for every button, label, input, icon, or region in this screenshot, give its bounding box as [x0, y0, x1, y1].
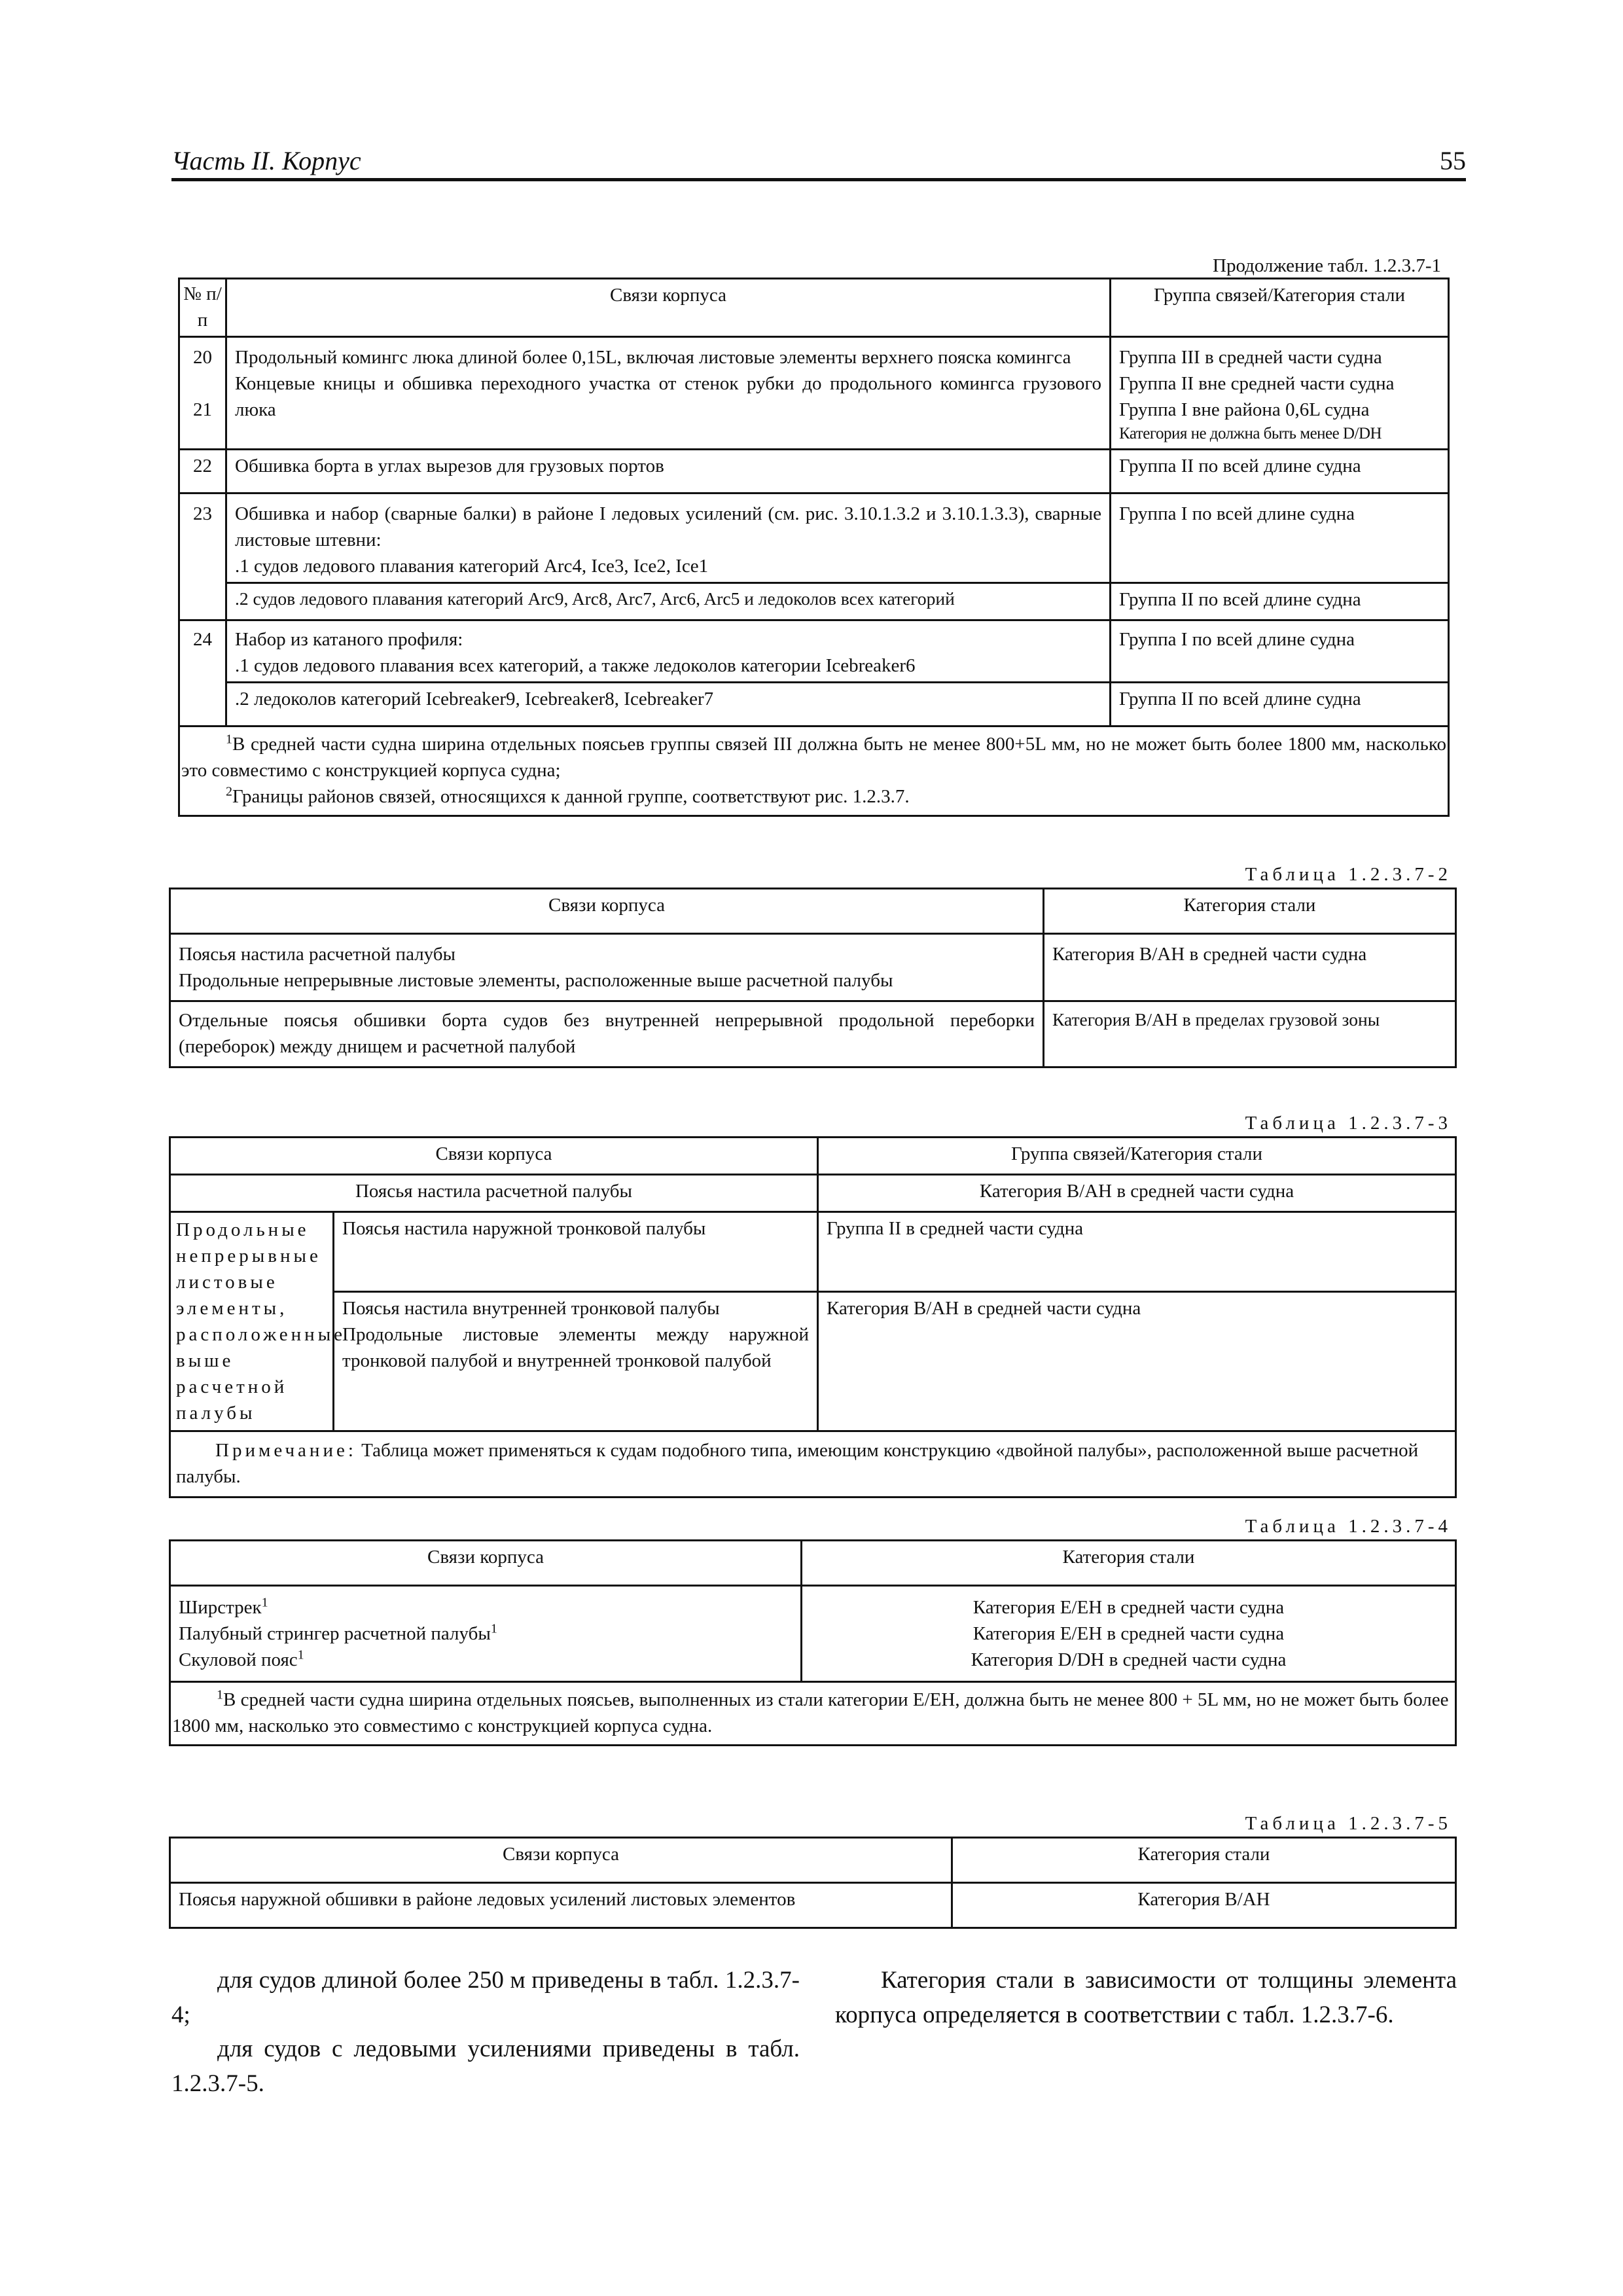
table-row [170, 1291, 1456, 1431]
table-row [179, 620, 1449, 682]
footnote-text: В средней части судна ширина отдельных поясьев, выполненных из стали категории E/EH, должна быть не менее 800 + 5L мм, но не может быть более 1800 мм, насколько это совместимо с конструкцией корпуса судна. [172, 1689, 1449, 1737]
body-paragraph: для судов длиной более 250 м приведены в табл. 1.2.3.7-4; [171, 1967, 800, 2028]
note-text: Таблица может применяться к судам подобного типа, имеющим конструкцию «двойной палубы», расположенной выше расчетной палубы. [176, 1440, 1419, 1488]
table-1-caption: Продолжение табл. 1.2.3.7-1 [1213, 255, 1441, 276]
table-2-header-links: Связи корпуса [170, 889, 1044, 934]
page-number: 55 [1440, 146, 1466, 175]
table-5-row-category: Категория B/AH [952, 1883, 1456, 1928]
row-number: 23 [179, 493, 226, 620]
table-4 [169, 1539, 1457, 1746]
table-1 [178, 278, 1450, 817]
table-row [170, 1001, 1456, 1067]
footnote-marker: 1 [217, 1687, 223, 1702]
body-paragraph: для судов с ледовыми усилениями приведены в табл. 1.2.3.7-5. [171, 2036, 800, 2097]
table-row [170, 1586, 1456, 1682]
table-5-header-category: Категория стали [952, 1838, 1456, 1883]
table-2-caption: Таблица 1.2.3.7-2 [1245, 864, 1452, 885]
table-2-row-2-category: Категория B/AH в пределах грузовой зоны [1044, 1001, 1456, 1067]
table-row [179, 583, 1449, 620]
table-4-header-category: Категория стали [802, 1541, 1456, 1586]
note-label: Примечание: [215, 1440, 357, 1462]
table-row [170, 1883, 1456, 1928]
desc-line: Продольные непрерывные листовые элементы, расположенные выше расчетной палубы [179, 970, 893, 992]
table-3-row-1-desc: Поясья настила расчетной палубы [170, 1175, 818, 1212]
table-1-footnotes [179, 726, 1449, 816]
table-1-header-row [179, 279, 1449, 337]
footnote-marker: 1 [297, 1647, 304, 1662]
table-1-row-20-21-desc [226, 337, 1111, 450]
table-3-row-1-category: Категория B/AH в средней части судна [818, 1175, 1456, 1212]
table-2-row-1-category: Категория B/AH в средней части судна [1044, 934, 1456, 1001]
row-23-group-1: Группа I по всей длине судна [1111, 493, 1449, 583]
header-rule [171, 178, 1466, 181]
list-item: Палубный стрингер расчетной палубы [179, 1623, 491, 1645]
table-1-header-num: № п/п [179, 279, 226, 337]
table-4-header-links: Связи корпуса [170, 1541, 802, 1586]
footnote-marker: 1 [490, 1621, 497, 1636]
table-3-header-group: Группа связей/Категория стали [818, 1138, 1456, 1175]
table-5-row-desc: Поясья наружной обшивки в районе ледовых усилений листовых элементов [170, 1883, 952, 1928]
table-row [170, 1212, 1456, 1292]
desc-line: Поясья настила внутренней тронковой палубы [342, 1297, 720, 1319]
group-line: Группа III в средней части судна [1119, 347, 1382, 368]
row-23-group-2: Группа II по всей длине судна [1111, 583, 1449, 620]
row-21-description: Концевые кницы и обшивка переходного участка от стенок рубки до продольного комингса грузового люка [235, 373, 1101, 421]
table-row [179, 682, 1449, 726]
table-5-caption: Таблица 1.2.3.7-5 [1245, 1813, 1452, 1834]
table-5 [169, 1837, 1457, 1929]
row-23-sub-2: .2 судов ледового плавания категорий Arc9, Arc8, Arc7, Arc6, Arc5 и ледоколов всех категорий [226, 583, 1111, 620]
row-22-description: Обшивка борта в углах вырезов для грузовых портов [226, 449, 1111, 493]
table-3-row-2-category: Группа II в средней части судна [818, 1212, 1456, 1292]
row-24-sub-1: .1 судов ледового плавания всех категорий, а также ледоколов категории Icebreaker6 [235, 655, 916, 676]
row-20-description: Продольный комингс люка длиной более 0,15L, включая листовые элементы верхнего пояска комингса [235, 347, 1071, 368]
table-3-caption: Таблица 1.2.3.7-3 [1245, 1113, 1452, 1134]
category-line: Категория E/EH в средней части судна [972, 1623, 1285, 1645]
table-1-header-links: Связи корпуса [226, 279, 1111, 337]
list-item: Скуловой пояс [179, 1649, 298, 1671]
footnote-marker: 2 [226, 784, 232, 798]
table-2-header-category: Категория стали [1044, 889, 1456, 934]
row-23-description [226, 493, 1111, 583]
table-row [179, 449, 1449, 493]
row-24-description [226, 620, 1111, 682]
table-5-header-row [170, 1838, 1456, 1883]
table-3 [169, 1136, 1457, 1498]
group-line: Группа II вне средней части судна [1119, 373, 1395, 395]
table-2-header-row [170, 889, 1456, 934]
running-header-title: Часть II. Корпус [171, 146, 361, 175]
footnote-2: Границы районов связей, относящихся к данной группе, соответствуют рис. 1.2.3.7. [232, 785, 910, 807]
footnote-1: В средней части судна ширина отдельных поясьев группы связей III должна быть не менее 800+5L мм, но не может быть более 1800 мм, насколько это совместимо с конструкцией корпуса судна; [181, 733, 1446, 781]
table-2-row-1-desc [170, 934, 1044, 1001]
table-row [170, 934, 1456, 1001]
table-5-header-links: Связи корпуса [170, 1838, 952, 1883]
footnote-marker: 1 [261, 1595, 268, 1610]
table-1-row-20-21-num [179, 337, 226, 450]
table-4-header-row [170, 1541, 1456, 1586]
table-3-row-3-desc [334, 1291, 818, 1431]
desc-line: Поясья настила расчетной палубы [179, 944, 456, 965]
table-row [179, 337, 1449, 450]
body-left-column [171, 1964, 800, 2101]
table-3-row-3-category: Категория B/AH в средней части судна [818, 1291, 1456, 1431]
table-2-row-2-desc: Отдельные поясья обшивки борта судов без внутренней непрерывной продольной переборки (переборок) между днищем и расчетной палубой [170, 1001, 1044, 1067]
table-2 [169, 888, 1457, 1068]
body-paragraph: Категория стали в зависимости от толщины элемента корпуса определяется в соответствии с табл. 1.2.3.7-6. [835, 1967, 1457, 2028]
row-24-sub-2: .2 ледоколов категорий Icebreaker9, Icebreaker8, Icebreaker7 [226, 682, 1111, 726]
list-item: Ширстрек [179, 1597, 262, 1618]
row-22-group: Группа II по всей длине судна [1111, 449, 1449, 493]
category-line: Категория D/DH в средней части судна [971, 1649, 1287, 1671]
table-4-categories [802, 1586, 1456, 1682]
table-row [179, 493, 1449, 583]
row-number: 22 [179, 449, 226, 493]
row-24-group-2: Группа II по всей длине судна [1111, 682, 1449, 726]
table-4-caption: Таблица 1.2.3.7-4 [1245, 1516, 1452, 1537]
row-number: 24 [179, 620, 226, 726]
row-23-sub-1: .1 судов ледового плавания категорий Arc4, Ice3, Ice2, Ice1 [235, 555, 709, 577]
table-1-header-group: Группа связей/Категория стали [1111, 279, 1449, 337]
desc-line: Продольные листовые элементы между наружной тронковой палубой и внутренней тронковой палубой [342, 1323, 810, 1371]
row-number: 20 [193, 347, 212, 368]
table-3-header-links: Связи корпуса [170, 1138, 818, 1175]
table-3-header-row [170, 1138, 1456, 1175]
row-24-group-1: Группа I по всей длине судна [1111, 620, 1449, 682]
footnote-marker: 1 [226, 731, 232, 746]
table-4-footnote-row [170, 1682, 1456, 1746]
group-line: Группа I вне района 0,6L судна [1119, 399, 1370, 421]
table-4-footnote [170, 1682, 1456, 1746]
table-3-note-row [170, 1431, 1456, 1498]
table-3-note [170, 1431, 1456, 1498]
category-line: Категория E/EH в средней части судна [972, 1597, 1285, 1618]
body-right-column [835, 1964, 1457, 2032]
table-1-row-20-21-group [1111, 337, 1449, 450]
group-line: Категория не должна быть менее D/DH [1119, 425, 1382, 443]
table-3-row-2-desc: Поясья настила наружной тронковой палубы [334, 1212, 818, 1292]
row-24-text: Набор из катаного профиля: [235, 628, 463, 650]
table-1-footnote-row [179, 726, 1449, 816]
table-row [170, 1175, 1456, 1212]
row-number: 21 [193, 399, 212, 421]
table-4-items [170, 1586, 802, 1682]
row-23-text: Обшивка и набор (сварные балки) в районе I ледовых усилений (см. рис. 3.10.1.3.2 и 3.10.1.3.3), сварные листовые штевни: [235, 503, 1101, 550]
table-3-group-label: Продольные непрерывные листовые элементы, расположенные выше расчетной палубы [170, 1212, 334, 1431]
